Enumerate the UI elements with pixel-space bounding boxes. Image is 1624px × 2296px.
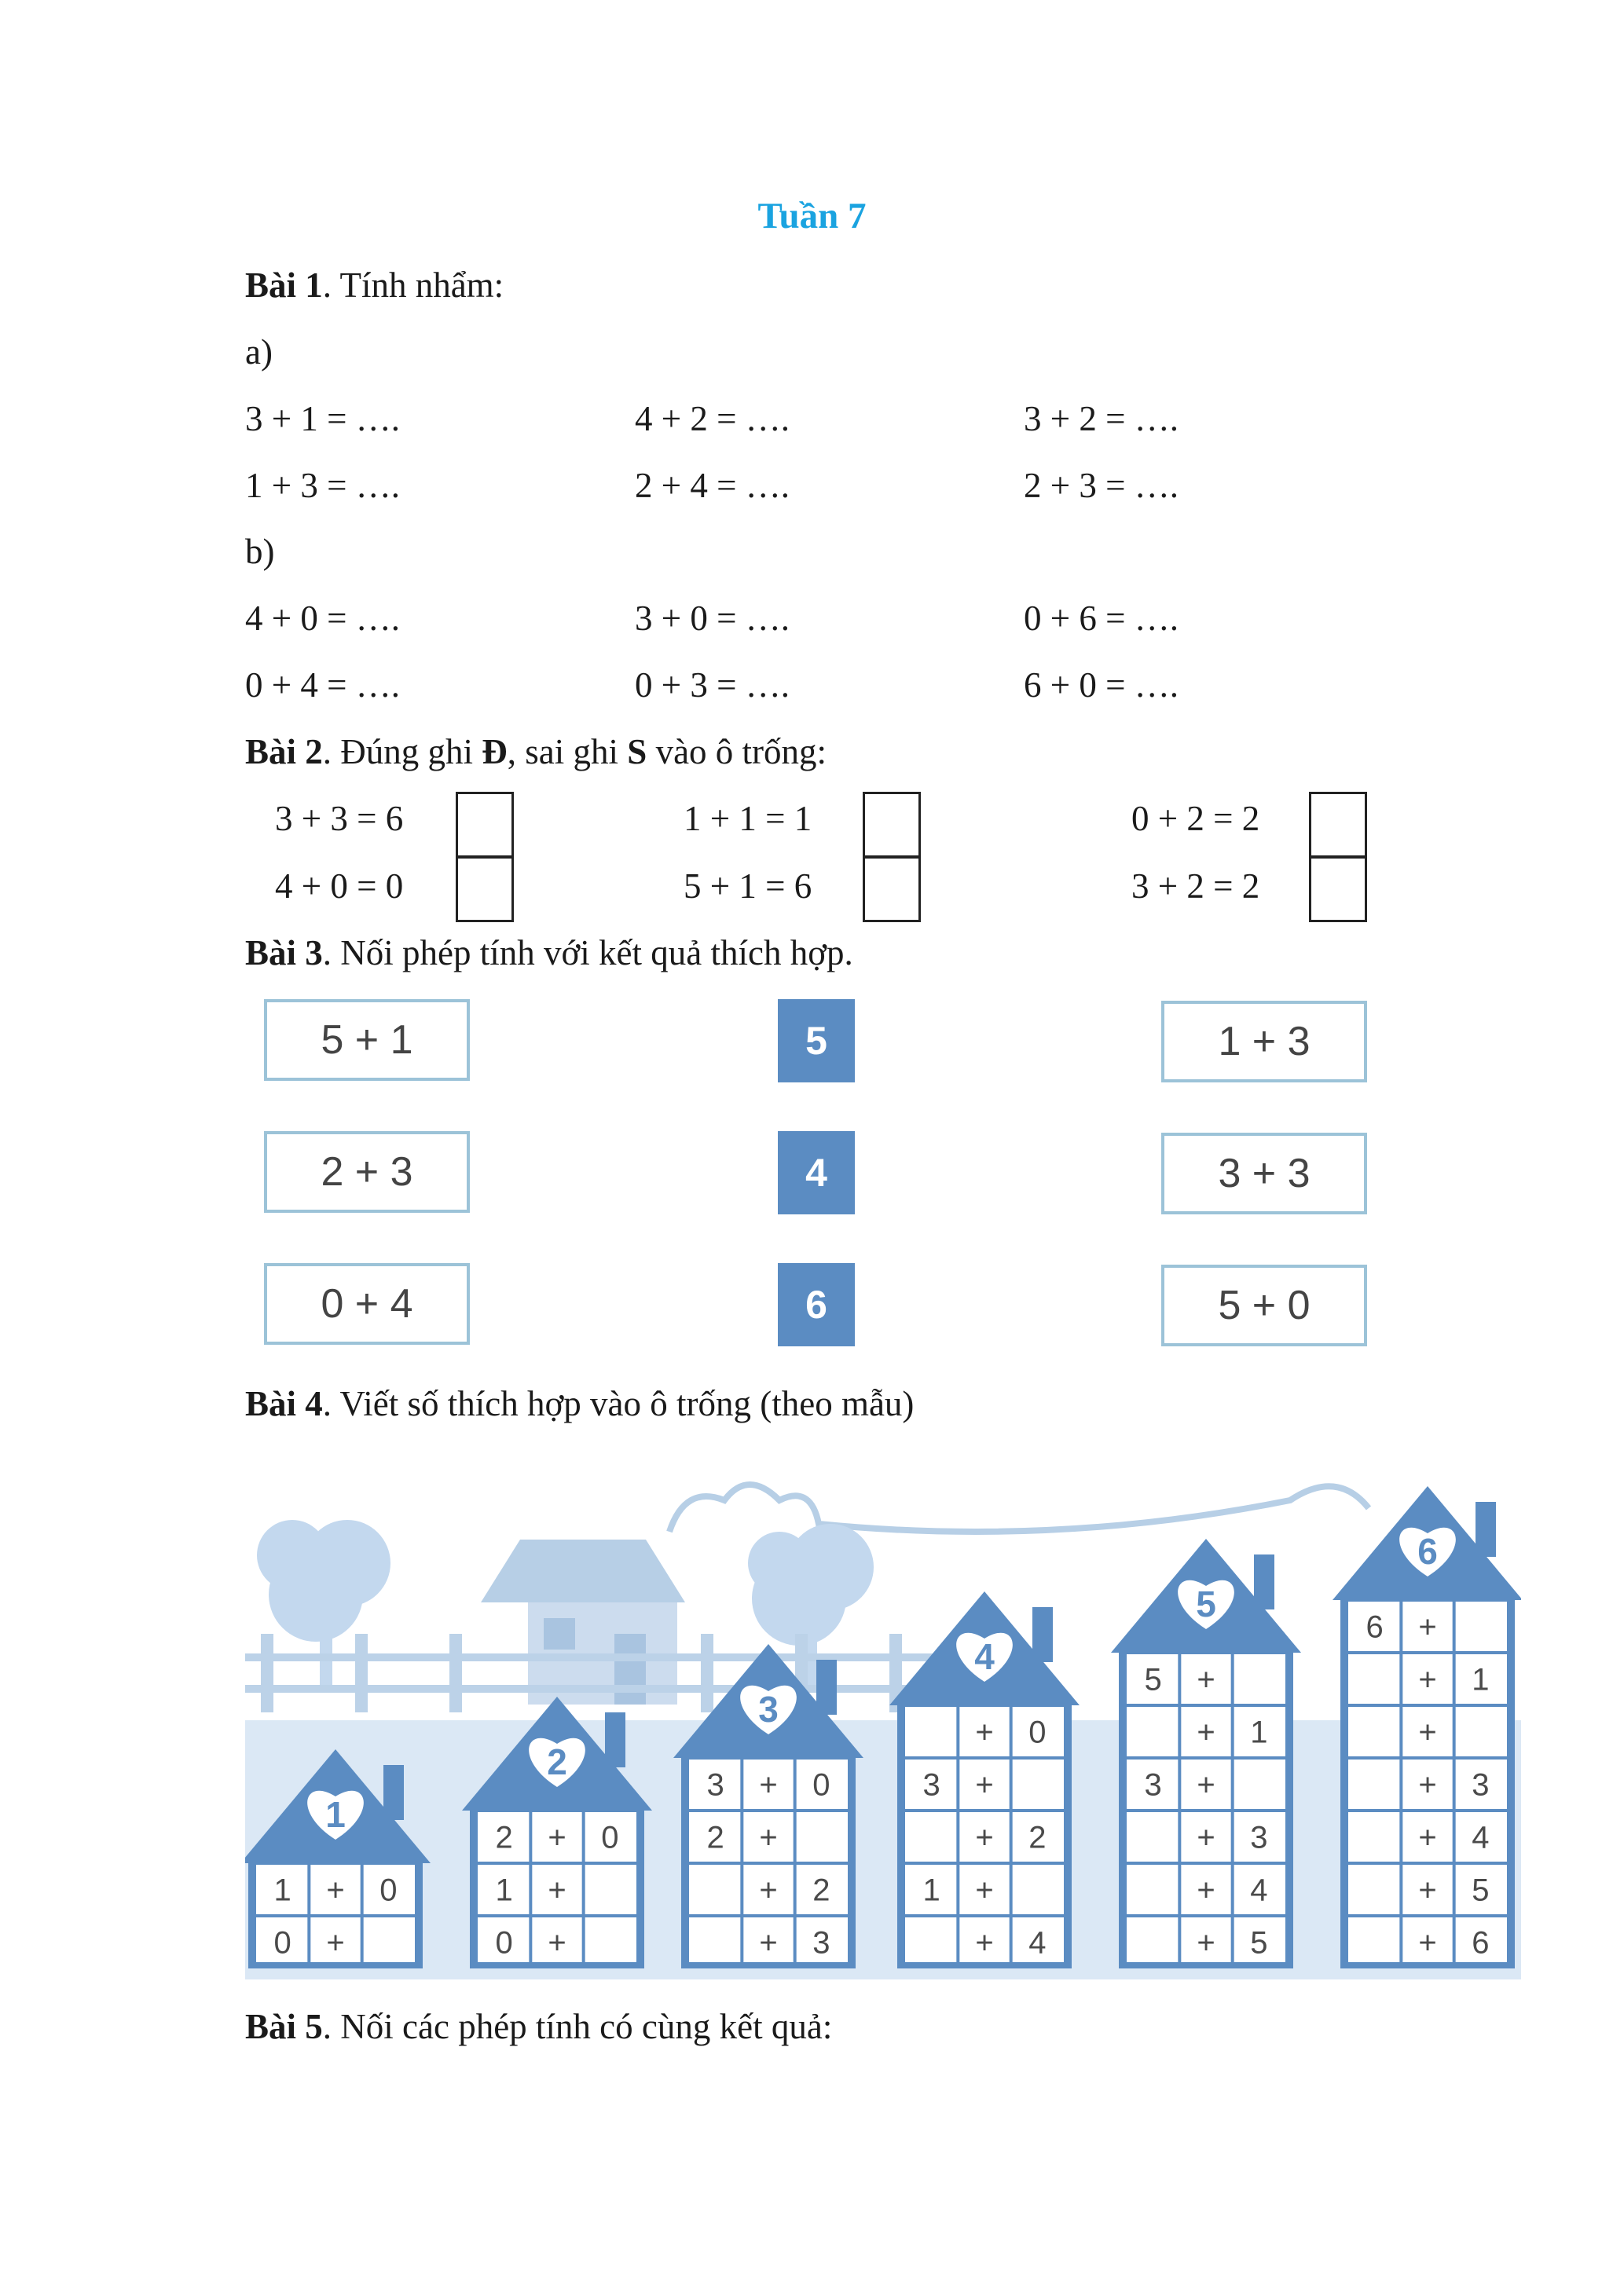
house-cell: + [1418,1873,1437,1908]
house-cell: 0 [273,1925,291,1961]
bai2-equation: 1 + 1 = 1 [684,799,812,838]
house-cell: + [759,1925,778,1961]
house-chimney [1254,1554,1274,1609]
house-number: 3 [758,1689,779,1730]
bai5-label: Bài 5 [245,2007,323,2046]
house-cell: 1 [1250,1715,1268,1750]
result-card[interactable]: 5 [778,999,855,1082]
answer-box[interactable] [1309,792,1367,858]
bai1-b-label: b) [245,532,275,571]
house-cell: + [975,1873,994,1908]
bai4-heading [245,1380,914,1427]
result-card[interactable]: 6 [778,1263,855,1346]
number-house [1333,1486,1521,1968]
cloud [669,1485,1369,1532]
bai2-equation: 0 + 2 = 2 [1131,799,1260,838]
bai1-b-cell: 0 + 4 = …. [245,665,401,705]
houses-svg [245,1437,1521,1979]
bai1-label: Bài 1 [245,265,323,305]
answer-box[interactable] [863,792,921,858]
house-cell: + [326,1925,345,1961]
bai2-heading [245,728,827,775]
house-cell: + [1418,1715,1437,1750]
operation-card[interactable]: 1 + 3 [1161,1001,1367,1082]
house-cell: 0 [379,1873,398,1908]
bai1-b-cell: 3 + 0 = …. [635,599,790,638]
house-cell: 4 [1472,1820,1490,1855]
background-house [481,1540,685,1705]
house-cell: 0 [1028,1715,1047,1750]
bai4-text: . Viết số thích hợp vào ô trống (theo mẫu) [322,1384,915,1423]
bai1-text: . Tính nhẩm: [322,265,504,305]
bai1-a-cell: 2 + 3 = …. [1024,466,1179,505]
result-card[interactable]: 4 [778,1131,855,1214]
house-cell: 0 [601,1820,619,1855]
bai3-label: Bài 3 [245,933,323,972]
house-cell: 1 [273,1873,291,1908]
house-cell: 3 [1250,1820,1268,1855]
bai1-b-cell: 0 + 3 = …. [635,665,790,705]
bai2-s-letter: S [627,732,647,771]
bai1-b-cell: 4 + 0 = …. [245,599,401,638]
house-cell: 3 [706,1767,724,1803]
house-cell: 2 [495,1820,513,1855]
house-cell: 0 [495,1925,513,1961]
number-house [1111,1539,1301,1968]
house-cell: 4 [1028,1925,1047,1961]
house-cell: + [975,1715,994,1750]
house-cell: + [759,1767,778,1803]
bai1-b-cell: 0 + 6 = …. [1024,599,1179,638]
bai1-a-cell: 3 + 1 = …. [245,399,401,438]
house-cell: + [1197,1820,1215,1855]
house-chimney [383,1765,404,1820]
bai2-text: . Đúng ghi [322,732,482,771]
bai2-text: , sai ghi [507,732,628,771]
house-cell: + [1197,1662,1215,1697]
house-number: 4 [974,1636,995,1677]
operation-card[interactable]: 5 + 1 [264,999,470,1081]
bai2-text: vào ô trống: [647,732,827,771]
house-cell: + [548,1820,566,1855]
houses-illustration [245,1437,1521,1979]
bai2-equation: 3 + 2 = 2 [1131,866,1260,906]
house-cell: 4 [1250,1873,1268,1908]
house-cell: + [975,1767,994,1803]
house-cell: + [1418,1767,1437,1803]
answer-box[interactable] [456,856,514,922]
house-cell: + [1197,1767,1215,1803]
house-cell: + [759,1873,778,1908]
bai1-a-cell: 3 + 2 = …. [1024,399,1179,438]
operation-card[interactable]: 0 + 4 [264,1263,470,1345]
bai1-b-cell: 6 + 0 = …. [1024,665,1179,705]
bai1-a-cell: 1 + 3 = …. [245,466,401,505]
house-cell: 3 [1144,1767,1162,1803]
house-number: 6 [1417,1531,1438,1572]
house-cell: 1 [1472,1662,1490,1697]
house-cell: + [1418,1662,1437,1697]
house-cell: + [326,1873,345,1908]
bai5-text: . Nối các phép tính có cùng kết quả: [322,2007,833,2046]
house-cell: 5 [1250,1925,1268,1961]
house-chimney [605,1712,625,1767]
bai1-a-cell: 2 + 4 = …. [635,466,790,505]
house-cell: 3 [922,1767,940,1803]
background-scenery [245,1485,1521,1979]
operation-card[interactable]: 5 + 0 [1161,1265,1367,1346]
house-cell: + [1418,1925,1437,1961]
house-cell: 3 [812,1925,830,1961]
bai2-label: Bài 2 [245,732,323,771]
house-cell: + [1197,1715,1215,1750]
bai2-d-letter: Đ [482,732,508,771]
operation-card[interactable]: 3 + 3 [1161,1133,1367,1214]
house-cell: 3 [1472,1767,1490,1803]
house-cell: 2 [1028,1820,1047,1855]
house-number: 2 [547,1741,567,1782]
house-cell: 6 [1366,1609,1384,1645]
house-cell: + [1418,1609,1437,1645]
house-cell: + [759,1820,778,1855]
answer-box[interactable] [863,856,921,922]
bai3-text: . Nối phép tính với kết quả thích hợp. [322,933,853,972]
house-cell: 5 [1144,1662,1162,1697]
house-cell: + [1418,1820,1437,1855]
bai3-heading [245,929,853,976]
house-chimney [816,1660,837,1715]
bai1-heading [245,262,504,309]
house-cell: 1 [922,1873,940,1908]
house-chimney [1032,1607,1053,1662]
house-chimney [1476,1502,1496,1557]
house-cell: + [548,1873,566,1908]
answer-box[interactable] [456,792,514,858]
house-cell: 2 [706,1820,724,1855]
house-cell: 5 [1472,1873,1490,1908]
house-cell: 2 [812,1873,830,1908]
number-house [889,1591,1080,1968]
house-number: 5 [1196,1584,1216,1624]
house-cell: 0 [812,1767,830,1803]
house-number: 1 [325,1794,346,1835]
house-cell: + [548,1925,566,1961]
house-cell: + [975,1925,994,1961]
house-cell: + [975,1820,994,1855]
tree [257,1520,390,1689]
house-cell: + [1197,1873,1215,1908]
bai1-a-label: a) [245,332,273,372]
operation-card[interactable]: 2 + 3 [264,1131,470,1213]
bai2-equation: 4 + 0 = 0 [275,866,404,906]
page-title: Tuần 7 [757,196,867,236]
bai4-label: Bài 4 [245,1384,323,1423]
house-cell: + [1197,1925,1215,1961]
bai5-heading [245,2003,832,2050]
answer-box[interactable] [1309,856,1367,922]
bai2-equation: 3 + 3 = 6 [275,799,404,838]
bai2-equation: 5 + 1 = 6 [684,866,812,906]
house-cell: 1 [495,1873,513,1908]
bai1-a-cell: 4 + 2 = …. [635,399,790,438]
house-cell: 6 [1472,1925,1490,1961]
